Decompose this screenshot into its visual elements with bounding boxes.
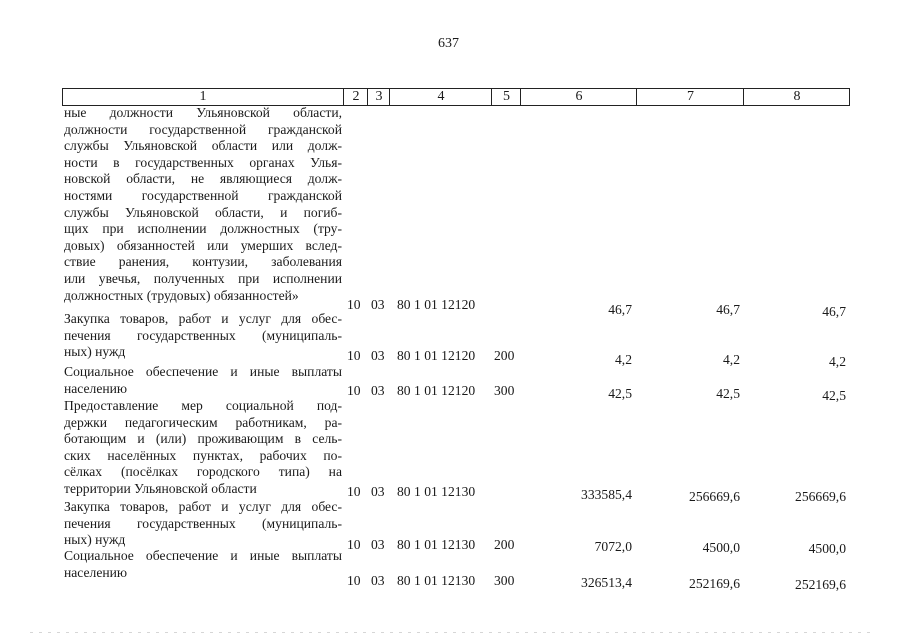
table-cell-value-col7: 256669,6 (689, 489, 740, 504)
description-line: печения государственных (муниципаль- (64, 327, 342, 343)
scan-artifact-line (30, 632, 875, 633)
header-cell-1: 1 (199, 89, 207, 104)
table-cell-expense-type: 300 (494, 573, 515, 588)
table-cell-target-code: 80 1 01 12120 (397, 348, 476, 363)
table-cell-subsection: 03 (371, 573, 385, 588)
table-cell-value-col6: 46,7 (608, 302, 632, 317)
page-number: 637 (438, 36, 459, 51)
table-cell-section: 10 (347, 348, 361, 363)
header-cell-6: 6 (520, 89, 637, 105)
description-line: ностями государственной гражданской (64, 187, 342, 203)
table-cell-value-col6: 326513,4 (581, 575, 632, 590)
table-cell-value-col7: 42,5 (716, 386, 740, 401)
description-line: должности государственной гражданской (64, 121, 342, 137)
description-line: ные должности Ульяновской области, (64, 105, 342, 120)
table-cell-section: 10 (347, 383, 361, 398)
description-line: или увечья, полученных при исполнении (64, 270, 342, 286)
description-line: ных) нужд (64, 532, 126, 548)
header-cell-4: 4 (389, 89, 492, 105)
table-cell-value-col6: 333585,4 (581, 487, 632, 502)
header-cell-8: 8 (743, 89, 850, 105)
table-cell-value-col7: 4500,0 (702, 540, 740, 555)
table-row-1-description (64, 311, 342, 361)
description-line: щих при исполнении должностных (тру- (64, 221, 342, 237)
description-line: держки педагогическим работникам, ра- (64, 414, 342, 430)
table-cell-value-col6: 42,5 (608, 386, 632, 401)
table-row-5-description (64, 548, 342, 581)
table-cell-value-col7: 46,7 (716, 302, 740, 317)
table-cell-target-code: 80 1 01 12130 (397, 573, 476, 588)
table-row-4-description (64, 499, 342, 549)
description-line: Предоставление мер социальной под- (64, 398, 342, 413)
table-cell-value-col8: 4500,0 (808, 541, 846, 556)
description-line: ствие ранения, контузии, заболевания (64, 254, 342, 270)
table-cell-value-col6: 4,2 (615, 352, 632, 367)
table-cell-section: 10 (347, 484, 361, 499)
description-line: новской области, не являющиеся долж- (64, 171, 342, 187)
table-cell-target-code: 80 1 01 12130 (397, 537, 476, 552)
table-cell-value-col8: 46,7 (822, 304, 846, 319)
table-cell-section: 10 (347, 297, 361, 312)
header-cell-3: 3 (367, 89, 390, 105)
table-cell-value-col8: 4,2 (829, 354, 846, 369)
table-row-2-description (64, 364, 342, 397)
description-line: ботающим и (или) проживающим в сель- (64, 431, 342, 447)
table-cell-subsection: 03 (371, 537, 385, 552)
description-line: населению (64, 380, 128, 396)
table-cell-value-col8: 42,5 (822, 388, 846, 403)
description-line: службы Ульяновской области, и погиб- (64, 204, 342, 220)
description-line: ских населённых пунктах, рабочих по- (64, 447, 342, 463)
table-cell-value-col7: 252169,6 (689, 576, 740, 591)
description-line: службы Ульяновской области или долж- (64, 138, 342, 154)
description-line: должностных (трудовых) обязанностей» (64, 287, 299, 303)
table-cell-section: 10 (347, 537, 361, 552)
table-cell-subsection: 03 (371, 297, 385, 312)
table-cell-expense-type: 300 (494, 383, 515, 398)
table-row-3-description (64, 398, 342, 498)
header-cell-2: 2 (343, 89, 368, 105)
table-cell-value-col7: 4,2 (723, 352, 740, 367)
description-line: Социальное обеспечение и иные выплаты (64, 364, 342, 379)
table-cell-subsection: 03 (371, 484, 385, 499)
table-cell-expense-type: 200 (494, 537, 515, 552)
description-line: населению (64, 564, 128, 580)
description-line: ности в государственных органах Улья- (64, 154, 342, 170)
table-cell-target-code: 80 1 01 12130 (397, 484, 476, 499)
table-cell-subsection: 03 (371, 383, 385, 398)
table-row-0-description (64, 105, 342, 304)
table-cell-value-col8: 256669,6 (795, 489, 846, 504)
table-cell-subsection: 03 (371, 348, 385, 363)
description-line: сёлках (посёлках городского типа) на (64, 464, 342, 480)
header-cell-5: 5 (491, 89, 521, 105)
table-cell-value-col6: 7072,0 (594, 539, 632, 554)
table-cell-section: 10 (347, 573, 361, 588)
description-line: ных) нужд (64, 344, 126, 360)
description-line: Социальное обеспечение и иные выплаты (64, 548, 342, 563)
description-line: Закупка товаров, работ и услуг для обес- (64, 499, 342, 514)
description-line: Закупка товаров, работ и услуг для обес- (64, 311, 342, 326)
table-header-row (62, 88, 850, 106)
header-cell-7: 7 (636, 89, 744, 105)
description-line: территории Ульяновской области (64, 480, 257, 496)
table-cell-target-code: 80 1 01 12120 (397, 383, 476, 398)
description-line: довых) обязанностей или умерших вслед- (64, 237, 342, 253)
table-cell-value-col8: 252169,6 (795, 577, 846, 592)
table-cell-target-code: 80 1 01 12120 (397, 297, 476, 312)
table-cell-expense-type: 200 (494, 348, 515, 363)
description-line: печения государственных (муниципаль- (64, 515, 342, 531)
